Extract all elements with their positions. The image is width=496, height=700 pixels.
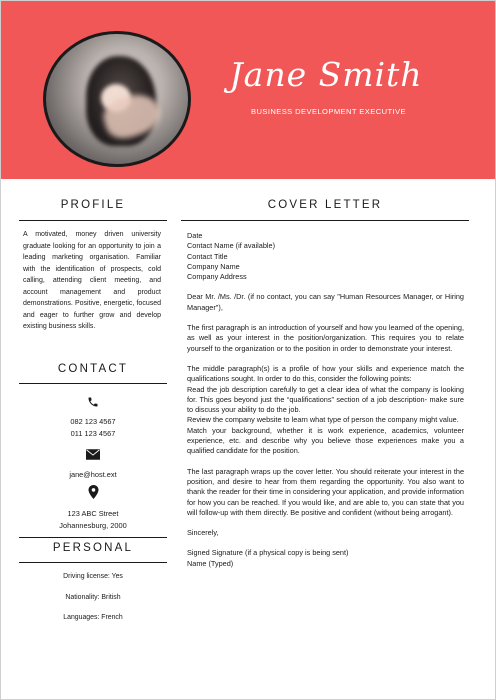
cover-letter-heading: COVER LETTER xyxy=(267,199,383,211)
contact-divider xyxy=(19,383,167,384)
phone-icon xyxy=(87,396,99,408)
candidate-title: BUSINESS DEVELOPMENT EXECUTIVE xyxy=(251,107,406,116)
personal-languages: Languages: French xyxy=(63,614,123,621)
letter-point-job-description: Read the job description carefully to get a clear idea of what the company is looking for. This goes beyond just the “qualifications” section of a job description- make sure to discuss your ability to do the job. xyxy=(187,384,464,415)
personal-driving-license: Driving license: Yes xyxy=(63,573,123,580)
letter-paragraph-closing: The last paragraph wraps up the cover letter. You should reiterate your interest in the position, and desire to hear from them regarding the opportunity. You also want to thank the reader for their time in considering your application, and provide information for how you can be reached. If you would like, and are able to, you can state that you will follow-up with them directly. Be positive and confident (without being arrogant). xyxy=(187,466,464,517)
envelope-icon xyxy=(86,449,100,460)
letter-typed-name: Name (Typed) xyxy=(187,558,234,568)
letter-contact-name: Contact Name (if available) xyxy=(187,241,276,251)
email-block xyxy=(19,449,167,481)
cover-letter-divider xyxy=(181,220,469,221)
letter-signature: Signed Signature (if a physical copy is being sent) xyxy=(187,548,349,558)
personal-divider xyxy=(19,562,167,563)
letter-company-address: Company Address xyxy=(187,272,247,282)
candidate-name: Jane Smith xyxy=(229,55,423,94)
profile-heading: PROFILE xyxy=(60,199,126,211)
letter-contact-title: Contact Title xyxy=(187,251,228,261)
profile-divider xyxy=(19,220,167,221)
letter-salutation: Dear Mr. /Ms. /Dr. (if no contact, you can say "Human Resources Manager, or Hiring Manager"), xyxy=(187,292,464,312)
personal-top-divider xyxy=(19,537,167,538)
email-address[interactable]: jane@host.ext xyxy=(69,470,117,479)
contact-heading: CONTACT xyxy=(57,363,129,375)
letter-point-website: Review the company website to learn what type of person the company might value. xyxy=(187,415,459,425)
letter-paragraph-intro: The first paragraph is an introduction of yourself and how you learned of the opening, as well as your interest in the position/organization. This requires you to relate yourself to the organization or to the position in order to demonstrate your interest. xyxy=(187,323,464,353)
personal-nationality: Nationality: British xyxy=(65,594,121,601)
letter-sign-off: Sincerely, xyxy=(187,528,219,538)
letter-paragraph-middle: The middle paragraph(s) is a profile of how your skills and experience match the qualifications sought. In order to do this, consider the following points: xyxy=(187,363,464,384)
phone-block xyxy=(19,396,167,439)
profile-photo-frame xyxy=(43,31,191,167)
profile-text: A motivated, money driven university graduate looking for an opportunity to join a leading marketing organisation. Familiar with the identification of prospects, cold calling, attending client meeting, and account management and product demonstrations. Positive, energetic, focused and eager to further grow and develop existing business skills. xyxy=(23,231,161,330)
letter-company-name: Company Name xyxy=(187,261,240,271)
letter-point-background: Match your background, whether it is work experience, academics, volunteer experience, etc. and describe why you believe those experiences make you a qualified candidate for the position. xyxy=(187,425,464,456)
address-city: Johannesburg, 2000 xyxy=(59,520,127,530)
personal-heading: PERSONAL xyxy=(52,542,134,554)
address-street: 123 ABC Street xyxy=(67,509,119,518)
phone-primary: 082 123 4567 xyxy=(70,417,116,426)
address-block xyxy=(19,485,167,531)
phone-secondary: 011 123 4567 xyxy=(70,428,116,438)
cover-letter-body xyxy=(187,231,464,569)
map-pin-icon xyxy=(88,485,99,499)
letter-date: Date xyxy=(187,231,203,240)
header-banner xyxy=(1,1,495,179)
profile-photo xyxy=(46,34,188,164)
